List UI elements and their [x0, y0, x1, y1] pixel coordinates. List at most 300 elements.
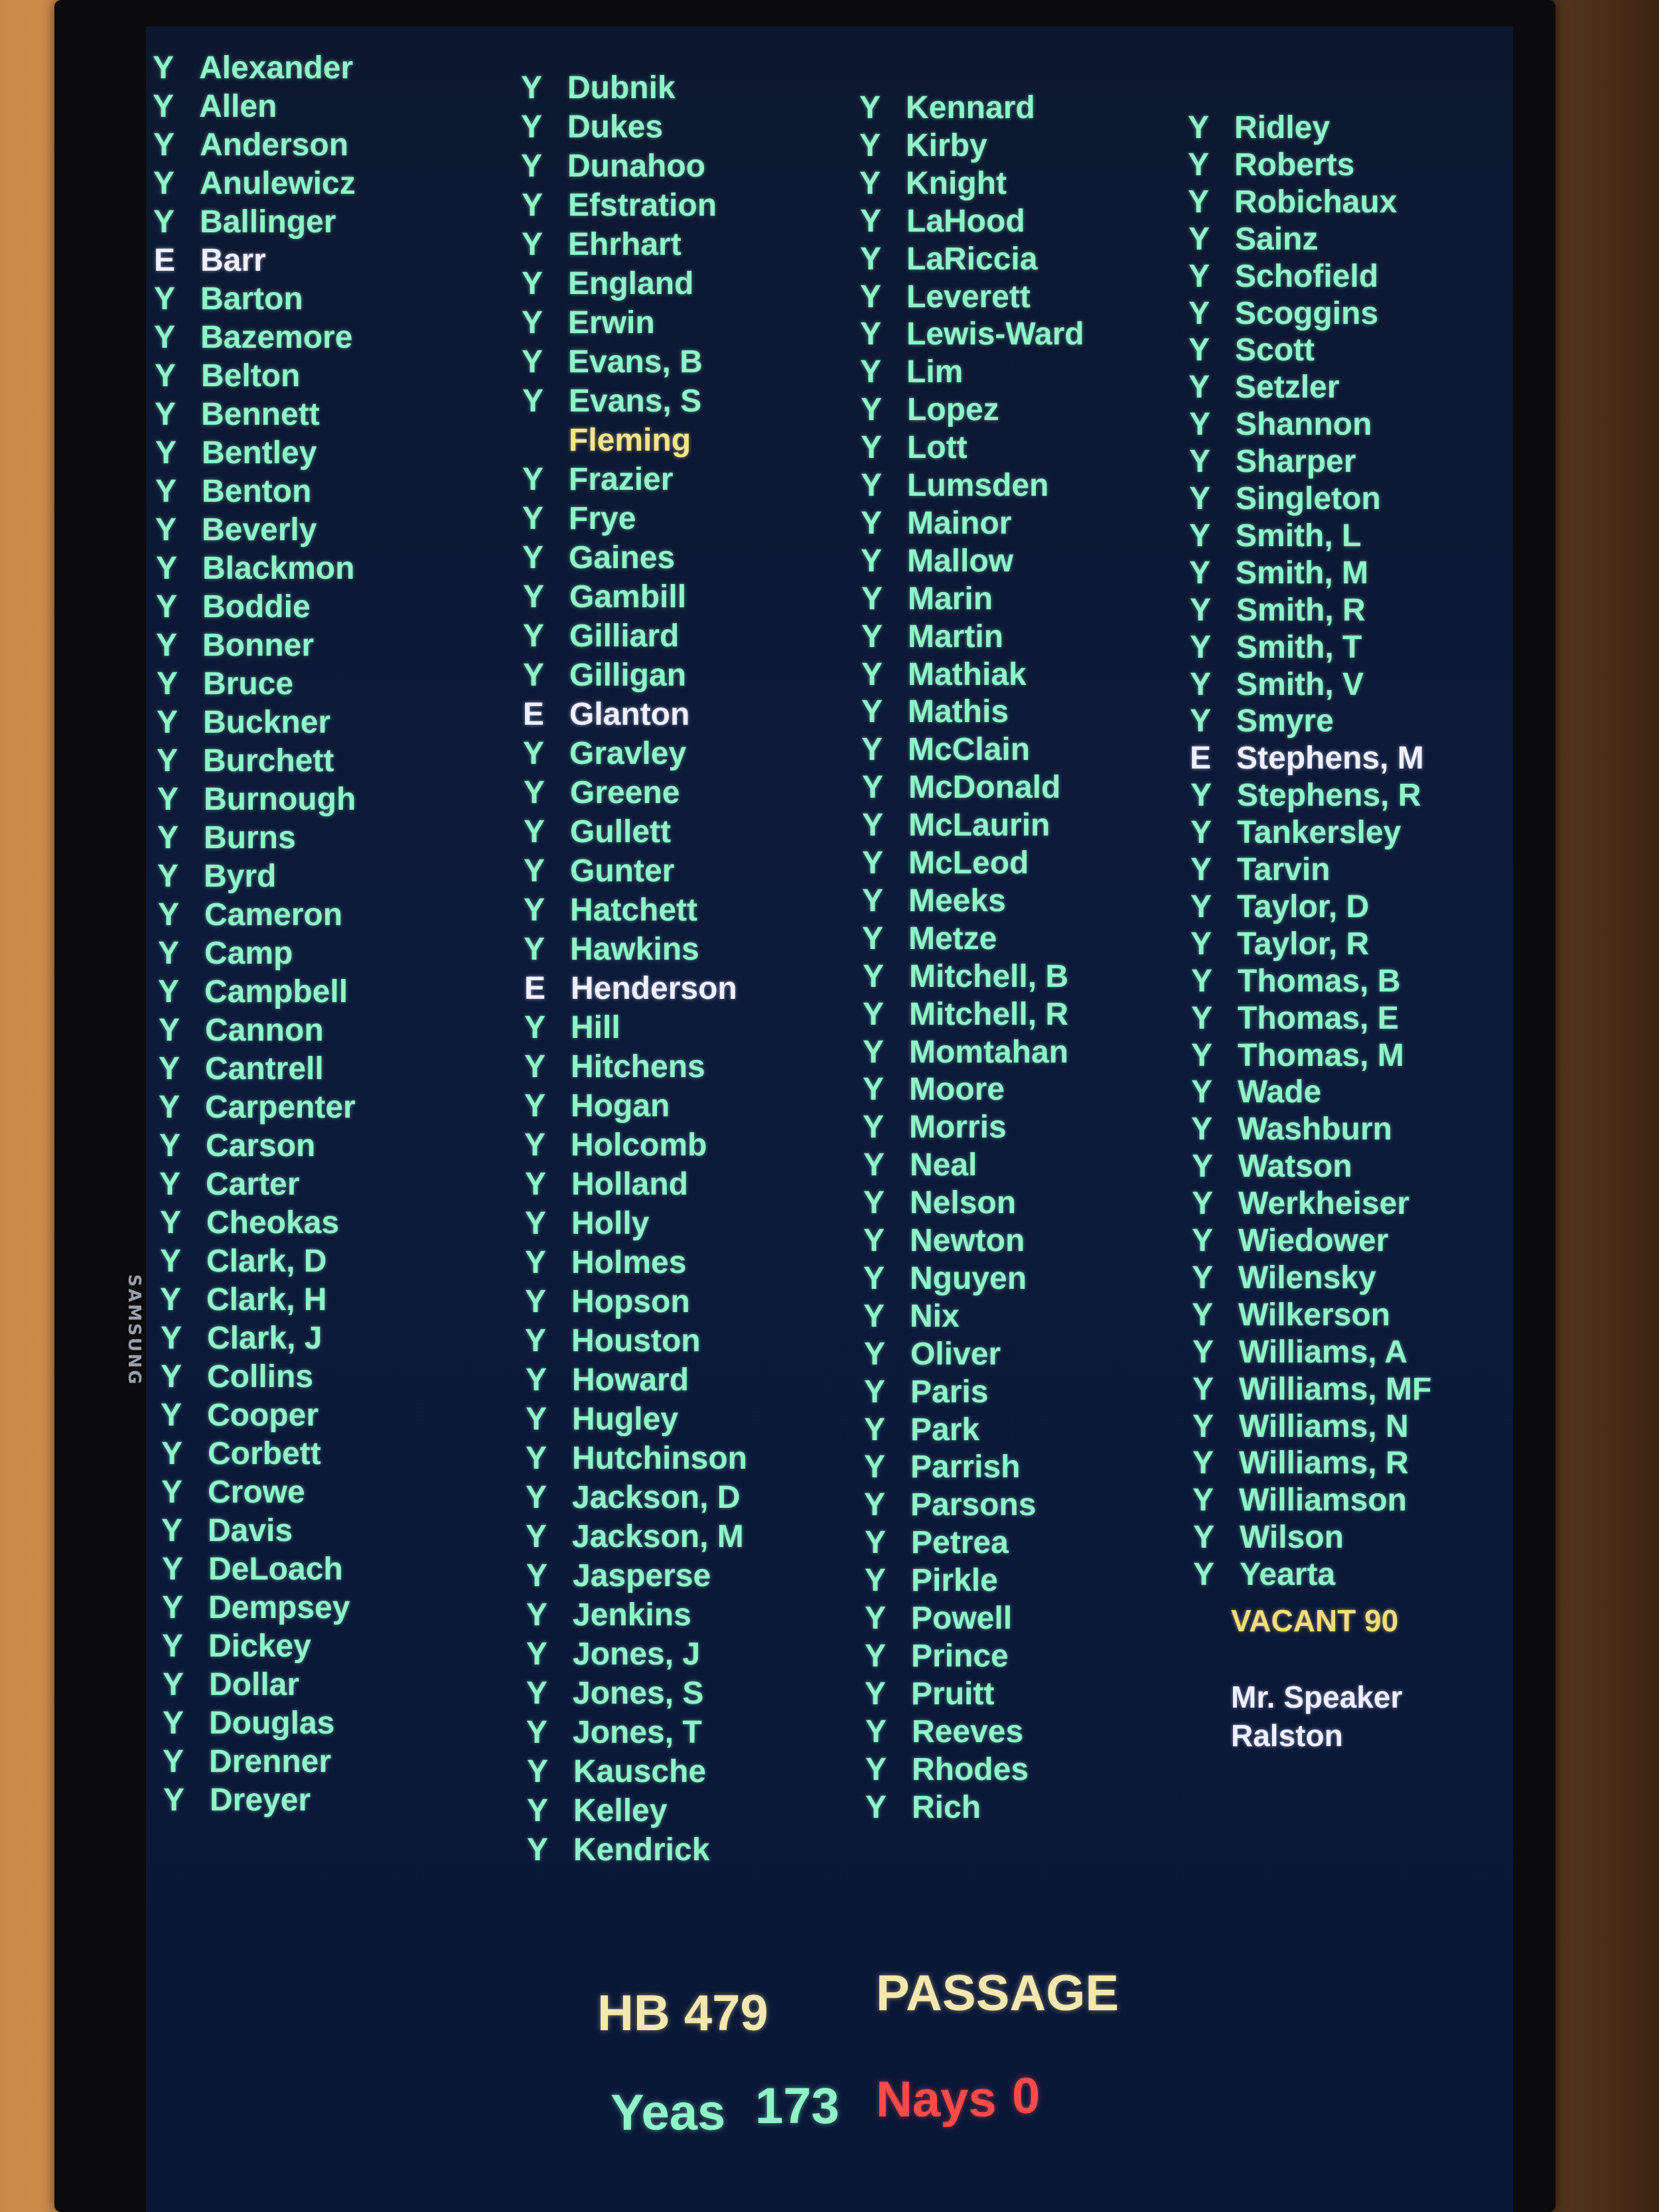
member-name: Hogan: [571, 1088, 670, 1124]
vote-code: Y: [161, 1398, 182, 1433]
vote-code: E: [523, 697, 545, 732]
vote-code: Y: [155, 474, 177, 509]
member-name: Hill: [571, 1010, 620, 1045]
member-name: Mathis: [908, 694, 1009, 730]
member-name: Moore: [909, 1072, 1005, 1108]
member-name: Dunahoo: [567, 149, 705, 184]
vote-code: Y: [525, 1167, 547, 1202]
vote-code: Y: [860, 354, 882, 390]
vote-code: Y: [1190, 852, 1212, 887]
tv-brand-logo: SAMSUNG: [124, 1274, 144, 1386]
member-name: Bazemore: [200, 320, 353, 355]
vote-code: Y: [1192, 1334, 1214, 1370]
vote-code: Y: [861, 732, 883, 768]
member-name: Carson: [206, 1128, 316, 1163]
vote-code: Y: [524, 932, 545, 967]
member-name: Mallow: [907, 543, 1014, 579]
vote-code: Y: [161, 1436, 183, 1471]
vote-code: Y: [526, 1597, 548, 1633]
member-name: Mitchell, B: [909, 958, 1069, 994]
vote-code: Y: [1188, 110, 1210, 145]
vote-code: Y: [1190, 778, 1212, 814]
member-name: Burchett: [203, 743, 334, 778]
vote-code: Y: [163, 1667, 184, 1702]
member-name: Ehrhart: [568, 227, 682, 262]
member-name: Evans, S: [569, 384, 702, 419]
vote-code: Y: [526, 1441, 547, 1476]
member-name: Tankersley: [1237, 815, 1402, 851]
member-name: Martin: [908, 619, 1003, 654]
member-name: Lewis-Ward: [906, 317, 1084, 352]
vote-code: Y: [861, 430, 883, 466]
member-name: Taylor, D: [1237, 889, 1370, 924]
nays-count: 0: [1012, 2068, 1041, 2124]
vote-code: Y: [156, 589, 178, 625]
vote-code: Y: [865, 1714, 887, 1749]
vote-code: Y: [155, 435, 177, 471]
member-name: Singleton: [1236, 481, 1381, 516]
vote-code: Y: [163, 1783, 185, 1818]
member-name: McLeod: [908, 846, 1029, 881]
vote-code: Y: [1190, 666, 1212, 702]
member-name: Stephens, M: [1236, 741, 1424, 776]
member-name: Holland: [571, 1167, 688, 1202]
member-name: Glanton: [569, 697, 690, 732]
member-name: Carter: [206, 1167, 300, 1202]
vote-code: Y: [521, 70, 543, 106]
vote-code: Y: [523, 658, 545, 693]
vote-code: Y: [159, 1128, 181, 1163]
vote-code: Y: [160, 1244, 182, 1279]
vote-code: Y: [865, 1751, 887, 1787]
member-name: Wilkerson: [1238, 1297, 1390, 1333]
vote-code: Y: [1192, 1408, 1214, 1444]
member-name: Ridley: [1234, 110, 1331, 145]
member-name: Collins: [207, 1359, 314, 1394]
vote-code: Y: [522, 384, 544, 419]
vote-code: Y: [527, 1793, 549, 1828]
vote-code: Y: [1189, 481, 1211, 516]
member-name: Efstration: [568, 188, 717, 223]
vote-code: Y: [156, 628, 178, 663]
member-name: Holly: [571, 1206, 650, 1241]
member-name: Hawkins: [570, 932, 699, 967]
vote-code: Y: [157, 820, 179, 855]
vote-code: Y: [161, 1513, 183, 1548]
member-name: Jones, T: [573, 1715, 702, 1750]
member-name: Momtahan: [909, 1034, 1068, 1070]
vote-code: Y: [159, 1013, 180, 1048]
member-name: Crowe: [208, 1475, 305, 1510]
vote-code: Y: [865, 1563, 887, 1599]
member-name: Holmes: [571, 1245, 687, 1280]
member-name: Mathiak: [908, 656, 1027, 692]
member-name: Jackson, D: [572, 1480, 741, 1515]
vote-code: Y: [523, 579, 545, 615]
vote-code: Y: [861, 543, 883, 579]
vote-code: Y: [863, 1185, 885, 1221]
vote-code: Y: [1190, 703, 1212, 739]
vote-code: Y: [863, 1260, 885, 1296]
vote-code: Y: [157, 743, 179, 778]
vote-code: Y: [1190, 889, 1212, 924]
vote-code: Y: [522, 305, 543, 340]
vote-code: Y: [862, 770, 884, 806]
yeas-label: Yeas: [611, 2085, 726, 2141]
member-name: Barton: [200, 281, 303, 317]
vote-code: Y: [526, 1676, 548, 1711]
vote-code: Y: [1189, 555, 1211, 591]
member-name: Hopson: [571, 1284, 690, 1319]
member-name: Clark, H: [206, 1282, 327, 1317]
vote-code: Y: [864, 1336, 886, 1372]
vote-code: Y: [522, 462, 544, 497]
vote-code: Y: [1188, 147, 1210, 183]
member-name: Fleming: [569, 423, 691, 458]
member-name: Kirby: [906, 127, 987, 163]
vote-code: Y: [863, 958, 885, 994]
member-name: Houston: [571, 1323, 701, 1359]
vote-code: Y: [861, 619, 883, 654]
member-name: Kennard: [906, 90, 1035, 125]
vote-code: Y: [863, 1072, 885, 1108]
member-name: Scott: [1235, 332, 1315, 368]
member-name: Lott: [907, 430, 968, 466]
member-name: Prince: [911, 1638, 1009, 1674]
member-name: Bonner: [202, 628, 314, 663]
vote-code: Y: [526, 1402, 547, 1437]
member-name: Roberts: [1234, 147, 1355, 183]
member-name: Parrish: [910, 1449, 1021, 1485]
vote-code: Y: [862, 808, 884, 844]
vote-code: Y: [525, 1284, 547, 1319]
vote-code: Y: [1191, 1037, 1213, 1073]
nays-label: Nays: [876, 2071, 997, 2128]
vote-code: E: [154, 243, 176, 278]
vote-code: Y: [525, 1323, 547, 1359]
member-name: McLaurin: [908, 808, 1050, 844]
vote-code: Y: [865, 1676, 887, 1712]
vote-code: Y: [1192, 1483, 1214, 1518]
speaker-name: Ralston: [1231, 1718, 1343, 1753]
member-name: Metze: [908, 921, 997, 956]
member-name: Henderson: [571, 971, 737, 1006]
member-name: Drenner: [209, 1744, 332, 1779]
vote-code: Y: [526, 1637, 548, 1672]
vote-code: Y: [1191, 1000, 1213, 1036]
vote-code: Y: [1189, 221, 1210, 257]
member-name: Rich: [912, 1789, 981, 1825]
vote-code: Y: [1188, 184, 1210, 220]
bill-number: HB 479: [597, 1985, 768, 2041]
member-name: Williams, R: [1239, 1445, 1409, 1481]
member-name: Rhodes: [912, 1751, 1029, 1787]
vote-code: Y: [524, 1088, 546, 1124]
member-name: Bennett: [201, 397, 320, 432]
member-name: Newton: [910, 1223, 1025, 1258]
vote-code: Y: [527, 1754, 549, 1789]
member-name: Cameron: [204, 897, 343, 932]
member-name: Lopez: [907, 392, 999, 428]
member-name: Hitchens: [571, 1049, 705, 1084]
member-name: Dempsey: [208, 1590, 350, 1625]
vote-code: Y: [522, 344, 543, 380]
member-name: Marin: [908, 581, 993, 617]
member-name: Evans, B: [568, 344, 703, 380]
member-name: Barr: [200, 243, 266, 278]
vote-code: Y: [526, 1363, 547, 1398]
member-name: Benton: [202, 474, 312, 509]
vote-code: Y: [1193, 1520, 1215, 1556]
vote-code: Y: [155, 512, 177, 548]
member-name: Jenkins: [573, 1597, 691, 1633]
vote-code: Y: [862, 921, 884, 956]
member-name: Pruitt: [911, 1676, 995, 1712]
vote-code: Y: [1192, 1297, 1214, 1333]
member-name: Nguyen: [910, 1260, 1027, 1296]
member-name: Powell: [911, 1601, 1013, 1636]
member-name: Gilligan: [569, 658, 687, 693]
member-name: Lumsden: [907, 468, 1049, 503]
member-name: Neal: [910, 1147, 977, 1183]
member-name: Douglas: [209, 1706, 335, 1741]
member-name: Paris: [910, 1374, 989, 1410]
member-name: Davis: [208, 1513, 293, 1548]
member-name: Mainor: [907, 505, 1012, 541]
member-name: Park: [910, 1412, 980, 1447]
vote-code: Y: [1189, 258, 1210, 294]
member-name: Hutchinson: [572, 1441, 747, 1476]
vote-code: E: [1190, 741, 1212, 776]
vote-code: Y: [860, 279, 882, 315]
member-name: Sharper: [1236, 444, 1356, 480]
vote-code: Y: [1189, 407, 1211, 443]
member-name: Hugley: [572, 1402, 679, 1437]
vote-code: Y: [524, 814, 545, 849]
vote-code: Y: [863, 996, 885, 1032]
vote-code: Y: [1192, 1260, 1214, 1295]
vote-code: Y: [161, 1359, 182, 1394]
vote-code: Y: [153, 204, 175, 240]
member-name: Burnough: [204, 782, 356, 817]
vote-code: Y: [861, 656, 883, 692]
member-name: Mitchell, R: [909, 996, 1069, 1032]
member-name: Byrd: [204, 859, 277, 894]
member-name: Werkheiser: [1238, 1186, 1409, 1222]
member-name: Gambill: [569, 579, 687, 615]
vote-code: Y: [156, 551, 178, 586]
member-name: Bentley: [202, 435, 317, 471]
member-name: Kendrick: [573, 1832, 710, 1868]
member-name: Gilliard: [569, 619, 680, 654]
member-name: Oliver: [910, 1336, 1001, 1372]
member-name: Clark, D: [206, 1244, 327, 1279]
member-name: Smith, M: [1236, 555, 1368, 591]
vote-code: Y: [1190, 815, 1212, 851]
vote-code: Y: [865, 1601, 887, 1636]
vote-code: Y: [1189, 518, 1211, 553]
member-name: Boddie: [202, 589, 311, 625]
vote-code: Y: [524, 893, 545, 928]
motion-label: PASSAGE: [876, 1965, 1119, 2022]
member-name: Blackmon: [202, 551, 355, 586]
member-name: Gunter: [570, 853, 675, 889]
vote-code: Y: [160, 1205, 182, 1240]
member-name: Erwin: [568, 305, 655, 340]
vote-code: Y: [863, 1110, 885, 1145]
vote-code: Y: [163, 1744, 184, 1779]
member-name: England: [568, 266, 694, 301]
member-name: Taylor, R: [1237, 926, 1370, 962]
vote-code: Y: [859, 165, 881, 201]
member-name: Smith, L: [1236, 518, 1362, 553]
vote-code: Y: [860, 203, 882, 239]
vote-code: E: [524, 971, 546, 1006]
vote-code: Y: [525, 1245, 547, 1280]
member-name: Setzler: [1235, 370, 1340, 406]
member-name: Kausche: [573, 1754, 707, 1789]
vote-code: Y: [861, 581, 883, 617]
member-name: Gullett: [570, 814, 671, 849]
vote-code: Y: [1192, 1149, 1214, 1185]
vote-code: Y: [1192, 1223, 1214, 1258]
vote-code: Y: [157, 666, 179, 701]
member-name: Corbett: [208, 1436, 321, 1471]
vote-code: Y: [1191, 1112, 1213, 1147]
vote-code: Y: [525, 1206, 547, 1241]
vote-code: Y: [861, 392, 883, 428]
member-name: LaRiccia: [906, 241, 1038, 277]
member-name: Carpenter: [205, 1090, 356, 1125]
vote-code: Y: [524, 1128, 546, 1163]
member-name: Anulewicz: [200, 166, 356, 201]
member-name: Jones, S: [573, 1676, 704, 1711]
member-name: Howard: [572, 1363, 689, 1398]
member-name: Jackson, M: [572, 1519, 744, 1554]
member-name: Hatchett: [570, 893, 698, 928]
member-name: Wilson: [1240, 1520, 1344, 1556]
vote-code: Y: [1189, 444, 1211, 480]
member-name: Schofield: [1235, 258, 1379, 294]
vote-code: Y: [154, 281, 176, 317]
vacant-seat: VACANT 90: [1231, 1603, 1399, 1638]
member-name: Alexander: [199, 50, 354, 86]
member-name: Smith, R: [1236, 592, 1366, 628]
member-name: Nix: [910, 1298, 960, 1334]
vote-code: Y: [155, 358, 177, 394]
member-name: Williams, N: [1239, 1408, 1409, 1444]
vote-code: Y: [159, 1167, 181, 1202]
vote-code: Y: [162, 1629, 184, 1664]
vote-code: Y: [153, 89, 175, 124]
member-name: Petrea: [911, 1525, 1009, 1561]
member-name: McDonald: [908, 770, 1061, 806]
vote-code: Y: [153, 166, 175, 201]
vote-code: Y: [861, 505, 883, 541]
vote-code: Y: [523, 736, 545, 771]
member-name: Frye: [569, 501, 636, 536]
vote-code: Y: [1192, 1186, 1214, 1222]
member-name: Dukes: [567, 110, 664, 145]
member-name: Dickey: [208, 1629, 311, 1664]
member-name: Burns: [204, 820, 296, 855]
vote-code: Y: [1190, 592, 1212, 628]
vote-code: Y: [158, 936, 180, 971]
vote-code: Y: [1191, 1074, 1213, 1110]
vote-code: Y: [526, 1558, 548, 1593]
vote-code: Y: [527, 1832, 549, 1868]
member-name: Jasperse: [573, 1558, 711, 1593]
vote-code: Y: [1192, 1371, 1214, 1407]
vote-code: Y: [153, 127, 175, 163]
member-name: Cannon: [205, 1013, 324, 1048]
vote-code: Y: [154, 320, 176, 355]
vote-code: Y: [860, 317, 882, 352]
member-name: Williamson: [1239, 1483, 1407, 1518]
vote-code: Y: [524, 1010, 546, 1045]
member-name: Dollar: [209, 1667, 300, 1702]
member-name: Bruce: [203, 666, 294, 701]
vote-code: Y: [158, 974, 180, 1009]
vote-code: Y: [860, 241, 882, 277]
member-name: Smith, V: [1236, 666, 1364, 702]
member-name: Ballinger: [200, 204, 336, 240]
vote-code: Y: [162, 1590, 184, 1625]
vote-code: Y: [862, 846, 884, 881]
member-name: Thomas, E: [1238, 1000, 1399, 1036]
vote-code: Y: [524, 1049, 546, 1084]
member-name: Wiedower: [1238, 1223, 1389, 1258]
member-name: Allen: [199, 89, 277, 124]
vote-code: Y: [863, 1223, 885, 1258]
vote-code: Y: [865, 1638, 887, 1674]
vote-code: Y: [863, 1298, 885, 1334]
member-name: Dubnik: [567, 70, 676, 106]
yeas-count: 173: [755, 2078, 839, 2134]
member-name: Leverett: [906, 279, 1031, 315]
member-name: Thomas, B: [1238, 963, 1401, 999]
member-name: Wade: [1238, 1074, 1322, 1110]
vote-code: Y: [864, 1487, 886, 1523]
vote-code: Y: [526, 1480, 547, 1515]
member-name: Frazier: [569, 462, 674, 497]
vote-code: Y: [159, 1090, 180, 1125]
vote-code: Y: [523, 619, 545, 654]
vote-code: Y: [524, 775, 545, 810]
vote-code: Y: [157, 782, 179, 817]
vote-code: Y: [864, 1374, 886, 1410]
vote-code: Y: [162, 1552, 184, 1587]
member-name: Clark, J: [207, 1321, 323, 1356]
member-name: Washburn: [1238, 1112, 1392, 1147]
vote-code: Y: [157, 859, 179, 894]
member-name: Williams, MF: [1239, 1371, 1432, 1407]
vote-code: Y: [526, 1715, 548, 1750]
vote-code: Y: [1189, 295, 1210, 331]
vote-code: Y: [526, 1519, 547, 1554]
vote-code: Y: [862, 883, 884, 919]
member-name: Holcomb: [571, 1128, 707, 1163]
member-name: Lim: [906, 354, 964, 390]
member-name: Reeves: [912, 1714, 1024, 1749]
member-name: Gravley: [569, 736, 687, 771]
member-name: Meeks: [908, 883, 1006, 919]
vote-code: Y: [861, 468, 883, 503]
vote-code: Y: [163, 1706, 184, 1741]
vote-code: Y: [161, 1321, 182, 1356]
vote-code: Y: [1191, 963, 1213, 999]
vote-code: Y: [1190, 629, 1212, 665]
